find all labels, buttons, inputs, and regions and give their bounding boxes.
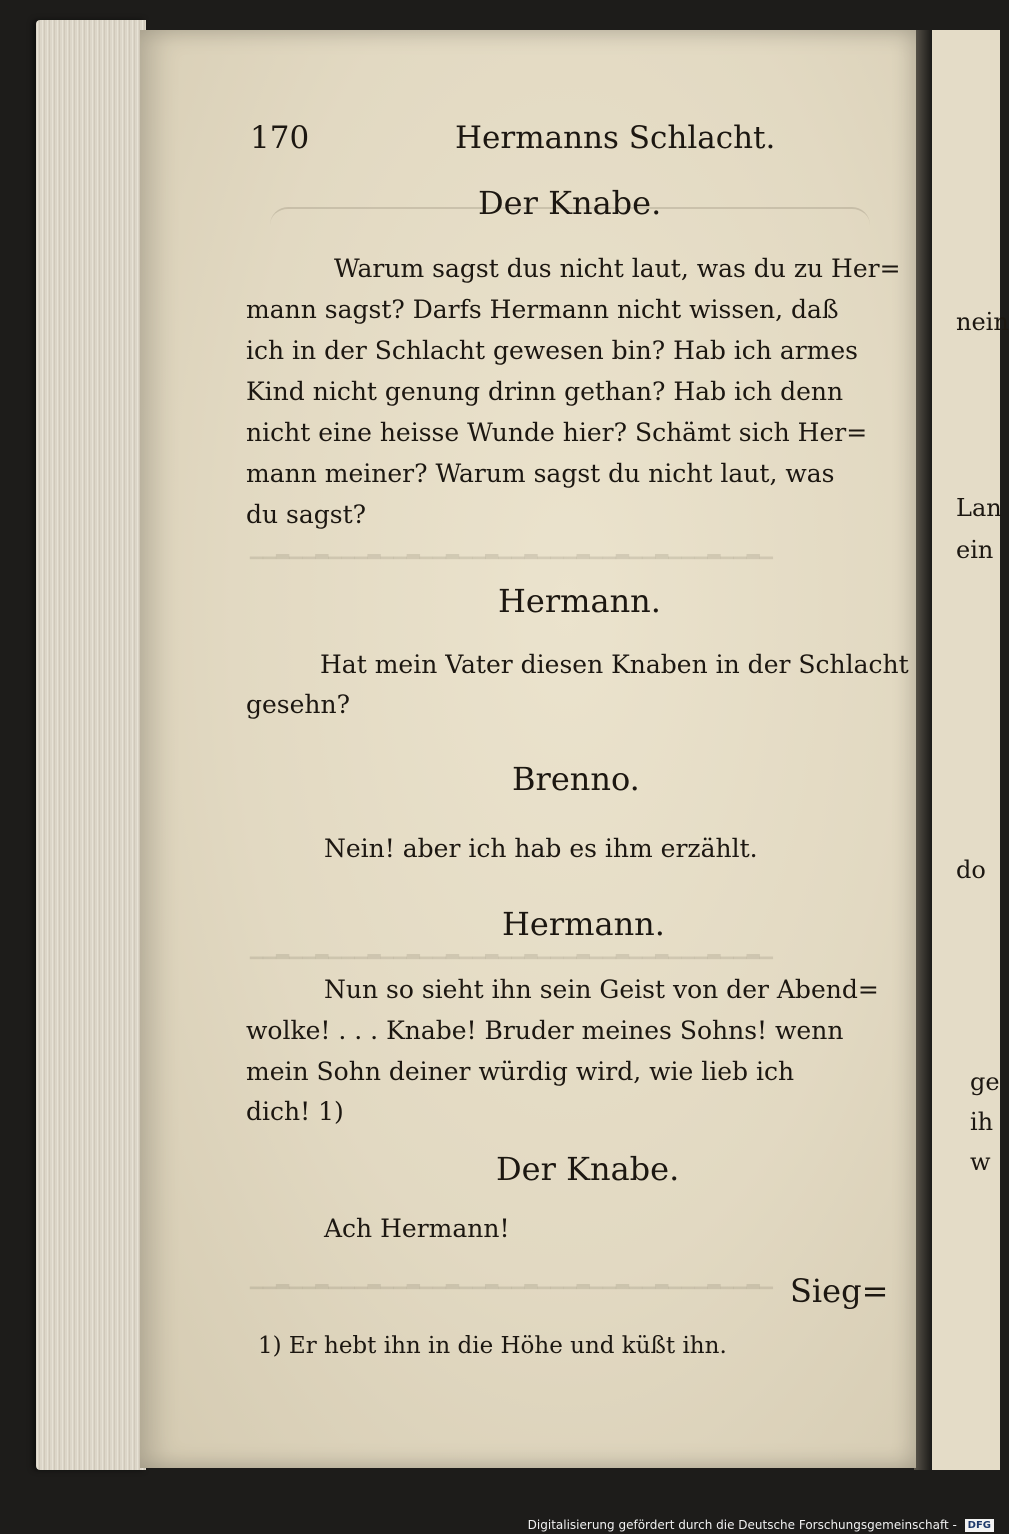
credit-text: Digitalisierung gefördert durch die Deutsche Forschungsgemeinschaft -	[527, 1518, 957, 1532]
adjacent-page-fragment: ge	[970, 1068, 1000, 1096]
speaker-heading: Hermann.	[498, 582, 661, 620]
text-line: ich in der Schlacht gewesen bin? Hab ich armes	[246, 336, 859, 365]
dfg-logo: DFG	[965, 1519, 994, 1532]
adjacent-page-fragment: ein	[956, 536, 994, 564]
bleed-through-text: ▁▂▁▁▂▁▁▁▂▁▁▂▁▁▂▁▁▁▂▁▁▂▁▁▂▁▁▂▁▁▂▁▁▁▂▁▁▂▁▁	[250, 1270, 773, 1290]
bleed-through-text: ▁▂▁▁▂▁▁▁▂▁▁▂▁▁▂▁▁▁▂▁▁▂▁▁▂▁▁▂▁▁▂▁▁▁▂▁▁▂▁▁	[250, 940, 773, 960]
adjacent-page-fragment: ih	[970, 1108, 994, 1136]
text-line: Hat mein Vater diesen Knaben in der Schlacht	[320, 650, 909, 679]
text-line: du sagst?	[246, 500, 367, 529]
bleed-through-text: ▁▂▁▁▂▁▁▁▂▁▁▂▁▁▂▁▁▁▂▁▁▂▁▁▂▁▁▂▁▁▂▁▁▁▂▁▁▂▁▁	[250, 540, 773, 560]
speaker-heading: Der Knabe.	[496, 1150, 680, 1188]
catchword: Sieg=	[790, 1272, 889, 1310]
text-line: gesehn?	[246, 690, 351, 719]
text-line: Kind nicht genung drinn gethan? Hab ich denn	[246, 377, 844, 406]
page-number: 170	[250, 120, 310, 156]
text-line: Warum sagst dus nicht laut, was du zu Her=	[334, 254, 901, 283]
footnote: 1) Er hebt ihn in die Höhe und küßt ihn.	[258, 1333, 727, 1359]
text-line: mein Sohn deiner würdig wird, wie lieb ich	[246, 1057, 795, 1086]
book-gutter	[914, 30, 932, 1470]
adjacent-page-fragment: do	[956, 856, 986, 884]
text-line: nicht eine heisse Wunde hier? Schämt sich Her=	[246, 418, 868, 447]
speaker-heading: Der Knabe.	[478, 184, 662, 222]
page-edges-stack	[36, 20, 146, 1470]
adjacent-page-fragment: Lan	[956, 494, 1002, 522]
text-line: Nun so sieht ihn sein Geist von der Abend=	[324, 975, 879, 1004]
text-line: dich! 1)	[246, 1097, 344, 1126]
adjacent-page-fragment: w	[970, 1148, 991, 1176]
adjacent-page-fragment: nein	[956, 308, 1009, 336]
adjacent-page	[930, 30, 1009, 1470]
running-title: Hermanns Schlacht.	[455, 120, 776, 156]
speaker-heading: Hermann.	[502, 905, 665, 943]
text-line: Ach Hermann!	[324, 1214, 510, 1243]
text-line: mann sagst? Darfs Hermann nicht wissen, daß	[246, 295, 839, 324]
text-line: wolke! . . . Knabe! Bruder meines Sohns! wenn	[246, 1016, 844, 1045]
text-line: mann meiner? Warum sagst du nicht laut, was	[246, 459, 835, 488]
text-line: Nein! aber ich hab es ihm erzählt.	[324, 834, 758, 863]
digitization-credit	[0, 1516, 994, 1534]
speaker-heading: Brenno.	[512, 760, 640, 798]
